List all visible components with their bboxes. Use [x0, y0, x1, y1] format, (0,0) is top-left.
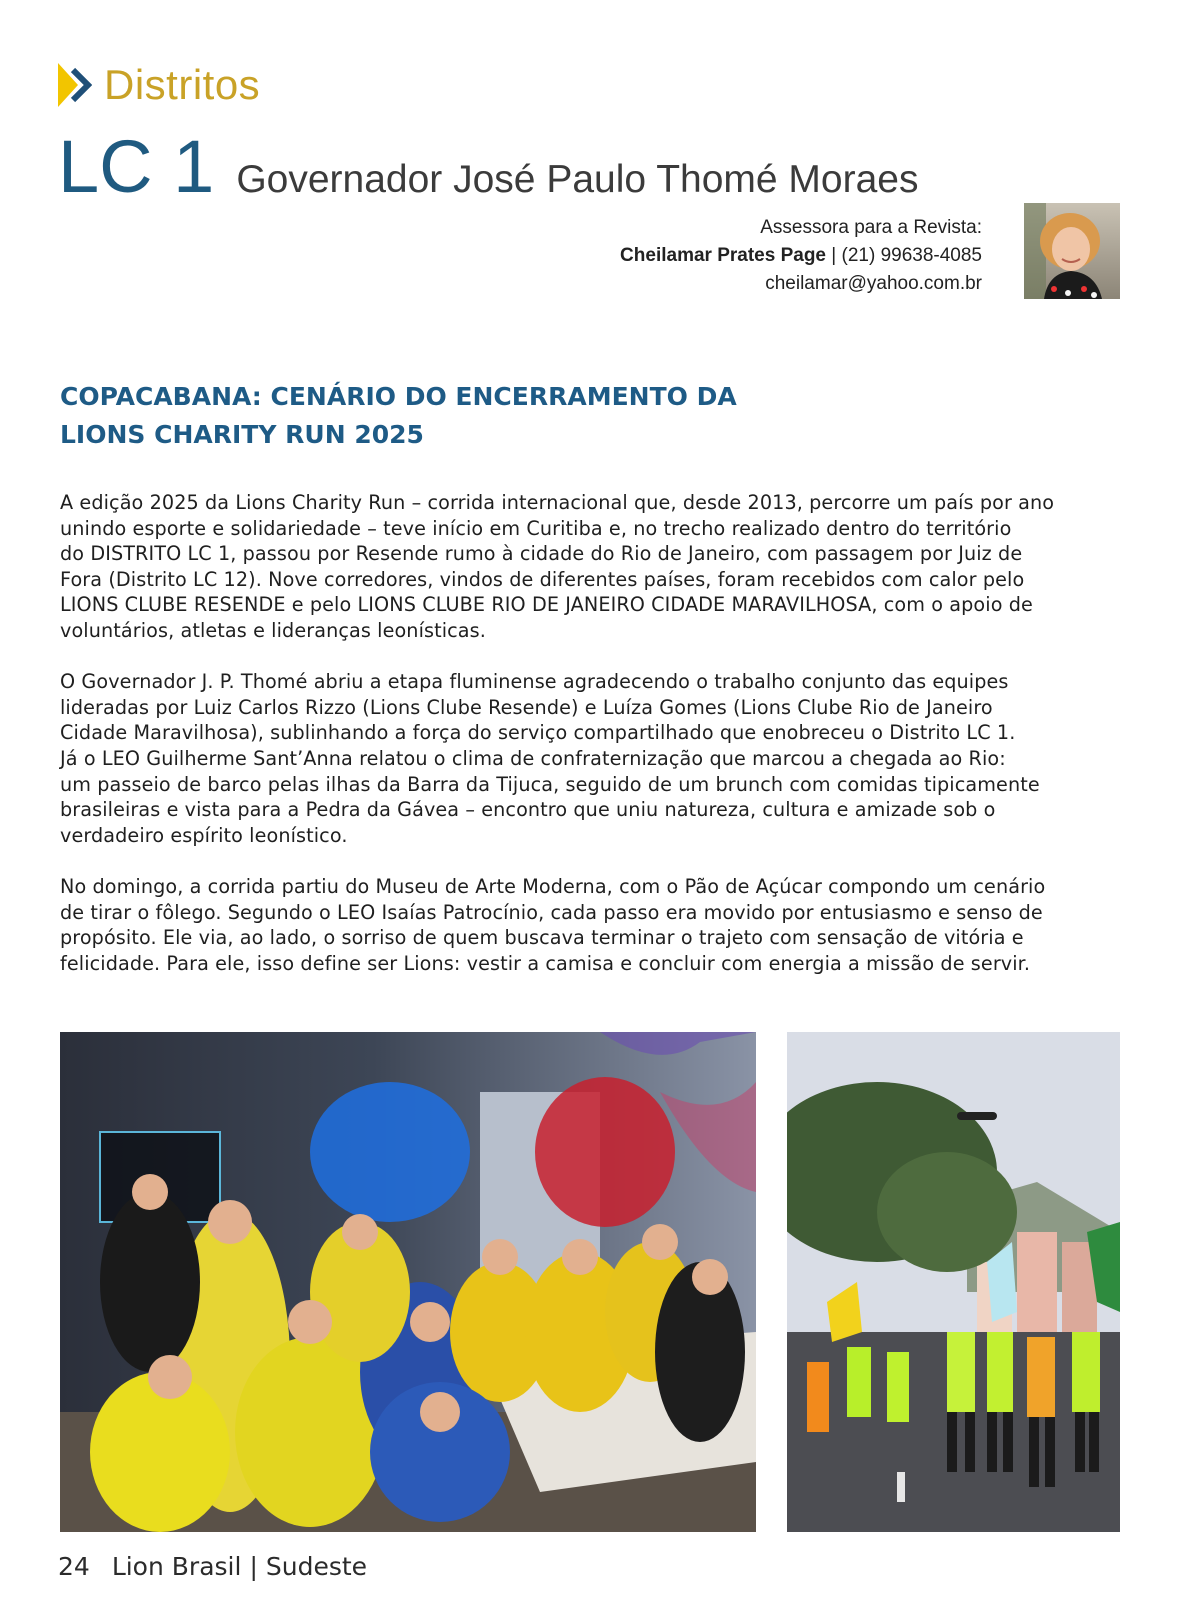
district-code: LC 1: [58, 125, 215, 208]
text-line: No domingo, a corrida partiu do Museu de Arte Moderna, com o Pão de Açúcar compondo um cenário: [60, 874, 1046, 898]
runners-photo: [787, 1032, 1120, 1532]
group-photo: [60, 1032, 756, 1532]
article-body: [60, 490, 1140, 1002]
text-line: lideradas por Luiz Carlos Rizzo (Lions Clube Resende) e Luíza Gomes (Lions Clube Rio de Janeiro: [60, 695, 993, 719]
headline-line: LIONS CHARITY RUN 2025: [60, 420, 424, 449]
text-line: Fora (Distrito LC 12). Nove corredores, vindos de diferentes países, foram recebidos com calor pelo: [60, 567, 1025, 591]
section-header: [58, 60, 260, 110]
text-line: verdadeiro espírito leonístico.: [60, 823, 348, 847]
page-number: 24: [58, 1552, 90, 1581]
advisor-photo: [1024, 203, 1120, 299]
governor-name: Governador José Paulo Thomé Moraes: [236, 158, 919, 201]
text-line: Já o LEO Guilherme Sant’Anna relatou o clima de confraternização que marcou a chegada ao Rio:: [60, 746, 1006, 770]
advisor-contact: [620, 242, 982, 270]
text-line: LIONS CLUBE RESENDE e pelo LIONS CLUBE RIO DE JANEIRO CIDADE MARAVILHOSA, com o apoio de: [60, 593, 1033, 617]
text-line: do DISTRITO LC 1, passou por Resende rumo à cidade do Rio de Janeiro, com passagem por Juiz de: [60, 542, 1023, 566]
text-line: um passeio de barco pelas ilhas da Barra da Tijuca, seguido de um brunch com comidas tipicamente: [60, 772, 1040, 796]
headline-line: COPACABANA: CENÁRIO DO ENCERRAMENTO DA: [60, 382, 737, 411]
text-line: felicidade. Para ele, isso define ser Lions: vestir a camisa e concluir com energia a missão de servir.: [60, 951, 1031, 975]
advisor-phone: (21) 99638-4085: [841, 245, 982, 266]
page-footer: [58, 1552, 367, 1581]
text-line: Cidade Maravilhosa), sublinhando a força do serviço compartilhado que enobreceu o Distrito LC 1.: [60, 721, 1016, 745]
text-line: A edição 2025 da Lions Charity Run – corrida internacional que, desde 2013, percorre um país por ano: [60, 491, 1055, 514]
text-line: voluntários, atletas e lideranças leonísticas.: [60, 618, 486, 642]
advisor-email: cheilamar@yahoo.com.br: [765, 273, 982, 294]
paragraph: [60, 874, 1140, 976]
drone-icon: [957, 1112, 997, 1120]
district-heading: [58, 125, 919, 208]
section-title: Distritos: [104, 61, 261, 108]
footer-separator: |: [249, 1552, 258, 1581]
magazine-region: Sudeste: [265, 1552, 368, 1581]
article-headline: [60, 378, 820, 454]
chevron-right-icon: [58, 63, 98, 107]
advisor-separator: |: [831, 245, 837, 266]
advisor-credit: [620, 214, 982, 298]
text-line: O Governador J. P. Thomé abriu a etapa fluminense agradecendo o trabalho conjunto das equipes: [60, 670, 1009, 694]
paragraph: [60, 669, 1140, 848]
advisor-name: Cheilamar Prates Page: [620, 245, 826, 266]
paragraph: [60, 490, 1140, 644]
advisor-label: Assessora para a Revista:: [760, 217, 982, 238]
text-line: de tirar o fôlego. Segundo o LEO Isaías Patrocínio, cada passo era movido por entusiasmo e senso de: [60, 900, 1043, 924]
text-line: unindo esporte e solidariedade – teve início em Curitiba e, no trecho realizado dentro do território: [60, 516, 1012, 540]
magazine-name: Lion Brasil: [111, 1552, 242, 1581]
text-line: propósito. Ele via, ao lado, o sorriso de quem buscava terminar o trajeto com sensação de vitória e: [60, 926, 1024, 950]
text-line: brasileiras e vista para a Pedra da Gávea – encontro que uniu natureza, cultura e amizade sob o: [60, 798, 996, 822]
